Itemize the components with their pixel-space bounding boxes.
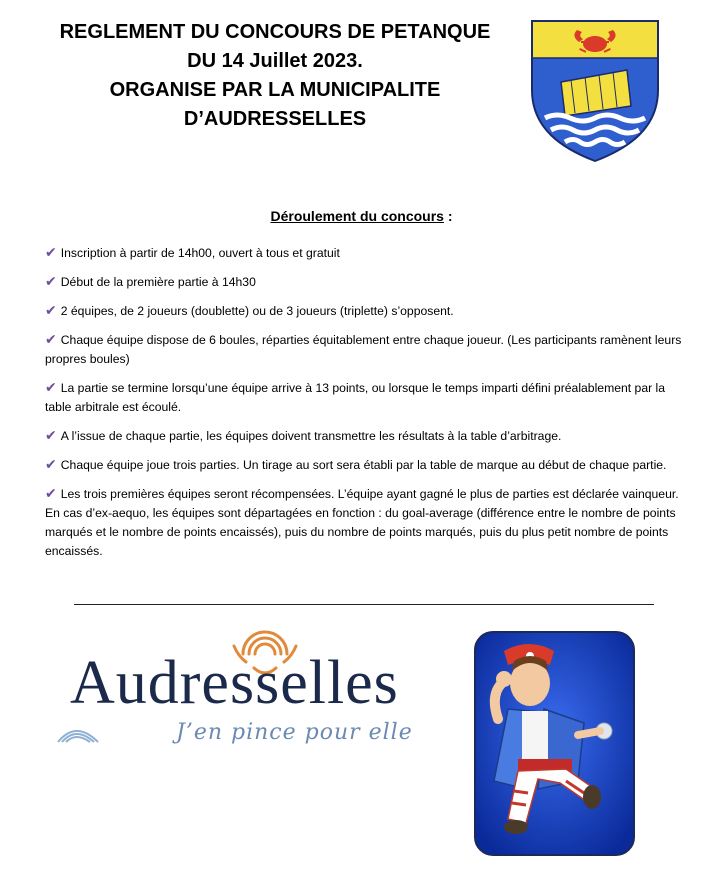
rule-text: Inscription à partir de 14h00, ouvert à tous et gratuit [60,246,340,260]
rule-item [45,244,685,263]
checkmark-icon: ✔ [45,274,57,290]
checkmark-icon: ✔ [45,245,57,261]
section-heading [0,208,723,224]
coat-of-arms-icon [531,20,659,162]
rule-item [45,427,685,446]
checkmark-icon: ✔ [45,380,57,396]
checkmark-icon: ✔ [45,332,57,348]
rule-item [45,456,685,475]
rule-text: Chaque équipe dispose de 6 boules, réparties équitablement entre chaque joueur. (Les participants ramènent leurs propres boules) [45,333,682,366]
checkmark-icon: ✔ [45,457,57,473]
rule-text: Chaque équipe joue trois parties. Un tirage au sort sera établi par la table de marque au début de chaque partie. [60,458,667,472]
separator-line [74,604,654,605]
audresselles-logo [48,622,458,782]
rule-text: La partie se termine lorsqu’une équipe arrive à 13 points, ou lorsque le temps imparti défini préalablement par la table arbitrale est écoulé. [45,381,666,414]
rule-item [45,273,685,292]
title-line-3: ORGANISE PAR LA MUNICIPALITE [109,79,441,101]
checkmark-icon: ✔ [45,428,57,444]
title-line-4: D’AUDRESSELLES [183,108,367,130]
rule-item [45,302,685,321]
rule-text: 2 équipes, de 2 joueurs (doublette) ou de 3 joueurs (triplette) s’opposent. [60,304,454,318]
mascot-illustration [474,631,635,856]
checkmark-icon: ✔ [45,303,57,319]
section-heading-suffix: : [443,208,453,224]
rule-item [45,379,685,417]
logo-wordmark: Audresselles [70,649,399,717]
rule-text: A l’issue de chaque partie, les équipes doivent transmettre les résultats à la table d’arbitrage. [60,429,562,443]
section-heading-text: Déroulement du concours [270,208,444,224]
logo-tagline: J’en pince pour elle [176,720,413,745]
rule-item [45,331,685,369]
rule-text: Les trois premières équipes seront récompensées. L’équipe ayant gagné le plus de parties est déclarée vainqueur. En cas d’ex-aequo, les équipes sont départagées en fonction : du goal-average (différence entre le nombre de points marqués et le nombre de points encaissés), puis du nombre de points marqués, puis du plus petit nombre de points encaissés. [45,487,679,558]
title-line-1: REGLEMENT DU CONCOURS DE PETANQUE [59,21,491,43]
rule-item [45,485,685,561]
title-line-2: DU 14 Juillet 2023. [187,50,363,72]
rule-text: Début de la première partie à 14h30 [60,275,256,289]
checkmark-icon: ✔ [45,486,57,502]
rules-list [45,244,685,571]
document-title [30,18,520,134]
